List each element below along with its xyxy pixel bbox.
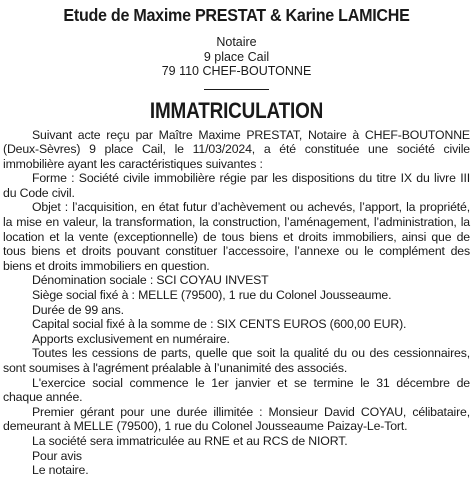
firm-address: [3, 35, 470, 79]
paragraph-intro: Suivant acte reçu par Maître Maxime PRESTAT, Notaire à CHEF-BOUTONNE (Deux-Sèvres) 9 place Cail, le 11/03/2024, a été constituée une société civile immobilière ayant les caractéristiques suivantes :: [3, 127, 470, 171]
paragraph-apports: Apports exclusivement en numéraire.: [32, 331, 230, 346]
notice-title: IMMATRICULATION: [149, 97, 324, 123]
firm-name: Etude de Maxime PRESTAT & Karine LAMICHE: [63, 5, 410, 25]
notice-body: [3, 128, 470, 478]
address-line-street: 9 place Cail: [203, 49, 270, 64]
paragraph-denomination: Dénomination sociale : SCI COYAU INVEST: [32, 273, 269, 288]
paragraph-gerant: Premier gérant pour une durée illimitée : Monsieur David COYAU, célibataire, demeurant à MELLE (79500), 1 rue du Colonel Jousseaume Paizay-Le-Tort.: [3, 404, 470, 434]
address-line-title: Notaire: [216, 35, 257, 49]
paragraph-capital: Capital social fixé à la somme de : SIX CENTS EUROS (600,00 EUR).: [32, 317, 407, 332]
separator-rule: [204, 89, 269, 90]
paragraph-duree: Durée de 99 ans.: [32, 302, 124, 317]
paragraph-exercice: L'exercice social commence le 1er janvier et se termine le 31 décembre de chaque année.: [3, 375, 470, 405]
address-line-city: 79 110 CHEF-BOUTONNE: [161, 64, 312, 78]
paragraph-cessions: Toutes les cessions de parts, quelle que soit la qualité du ou des cessionnaires, sont soumises à l'agrément préalable à l’unanimité des associés.: [3, 346, 470, 375]
paragraph-siege: Siège social fixé à : MELLE (79500), 1 rue du Colonel Jousseaume.: [32, 288, 392, 303]
paragraph-signature: Le notaire.: [32, 463, 89, 478]
paragraph-forme: Forme : Société civile immobilière régie par les dispositions du titre IX du livre III du Code civil.: [3, 171, 470, 200]
paragraph-objet: Objet : l’acquisition, en état futur d’achèvement ou achevés, l’apport, la propriété, la mise en valeur, la transformation, la construction, l’aménagement, l’administration, la location et la vente (exceptionnelle) de tous biens et droits immobiliers, ainsi que de tous biens et droits pouvant constituer l’accessoire, l’annexe ou le complément des biens et droits immobiliers en question.: [3, 200, 470, 273]
paragraph-pour-avis: Pour avis: [32, 448, 82, 463]
paragraph-immatriculation: La société sera immatriculée au RNE et au RCS de NIORT.: [32, 433, 348, 448]
